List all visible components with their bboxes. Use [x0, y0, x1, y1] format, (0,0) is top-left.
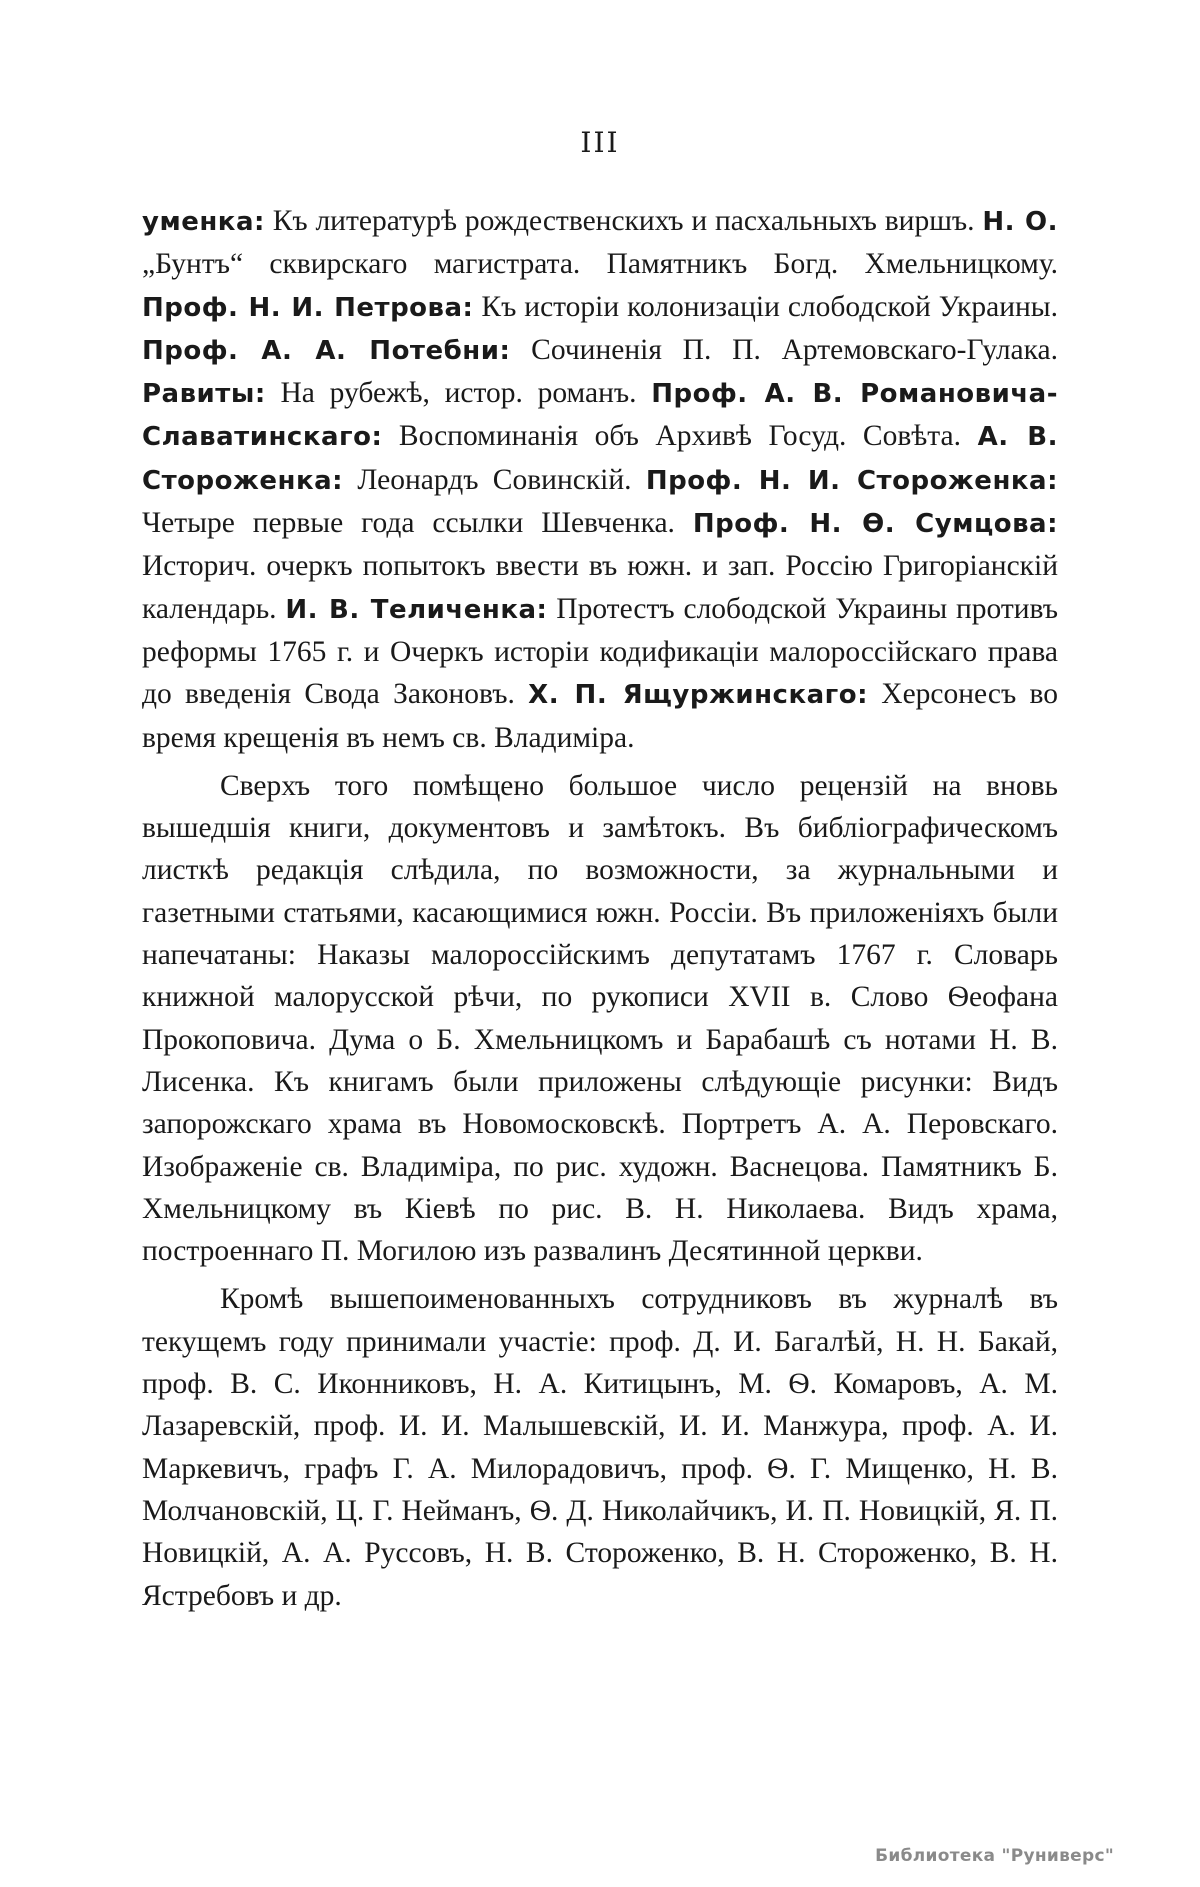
- article-title: На рубежѣ, истор. романъ.: [265, 377, 652, 410]
- article-title: Историч. очеркъ попытокъ ввести въ южн. и зап. Россію Григоріанскій календарь.: [142, 550, 1058, 625]
- author-name: Проф. А. А. Потебни:: [142, 335, 511, 366]
- author-name: Проф. А. В. Романовича-Славатинскаго:: [142, 379, 1059, 453]
- author-name: Проф. Н. Ѳ. Сумцова:: [692, 509, 1058, 540]
- author-name: А. В. Стороженка:: [142, 422, 1058, 496]
- author-name: И. В. Теличенка:: [285, 594, 548, 625]
- article-title: Къ исторіи колонизаціи слободской Украины.: [473, 290, 1058, 323]
- library-watermark: Библиотека "Руниверс": [875, 1846, 1114, 1866]
- author-name: Равиты:: [142, 379, 266, 410]
- paragraph-other-contributors: Кромѣ вышепоименованныхъ сотрудниковъ въ журналѣ въ текущемъ году принимали участіе: проф. Д. И. Багалѣй, Н. Н. Бакай, проф. В. С. Иконниковъ, Н. А. Китицынъ, М. Ѳ. Комаровъ, А. М. Лазаревскій, проф. И. И. Малышевскій, И. И. Манжура, проф. А. И. Маркевичъ, графъ Г. А. Милорадовичъ, проф. Ѳ. Г. Мищенко, Н. В. Молчановскій, Ц. Г. Нейманъ, Ѳ. Д. Николайчикъ, И. П. Новицкій, Я. П. Новицкій, А. А. Руссовъ, Н. В. Стороженко, В. Н. Стороженко, В. Н. Ястребовъ и др.: [142, 1283, 1058, 1612]
- article-title: Леонардъ Совинскій.: [343, 463, 646, 496]
- author-name: Проф. Н. И. Стороженка:: [645, 465, 1058, 496]
- article-title: Херсонесъ во время крещенія въ немъ св. Владиміра.: [142, 678, 1058, 754]
- page-number: III: [580, 126, 620, 159]
- author-name: Х. П. Ящуржинскаго:: [528, 680, 868, 711]
- article-title: „Бунтъ“ сквирскаго магистрата. Памятникъ Богд. Хмельницкому.: [142, 248, 1058, 281]
- body-text: [142, 200, 1058, 1617]
- author-name: Проф. Н. И. Петрова:: [142, 292, 474, 323]
- article-title: Четыре первые года ссылки Шевченка.: [142, 507, 693, 540]
- author-name: уменка:: [142, 207, 265, 237]
- article-title: Сочиненія П. П. Артемовскаго-Гулака.: [510, 333, 1059, 366]
- paragraph-reviews-appendices: Сверхъ того помѣщено большое число рецензій на вновь вышедшія книги, документовъ и замѣтокъ. Въ библіографическомъ листкѣ редакція слѣдила, по возможности, за журнальными и газетными статьями, касающимися южн. Россіи. Въ приложеніяхъ были напечатаны: Наказы малороссійскимъ депутатамъ 1767 г. Словарь книжной малорусской рѣчи, по рукописи XVII в. Слово Ѳеофана Прокоповича. Дума о Б. Хмельницкомъ и Барабашѣ съ нотами Н. В. Лисенка. Къ книгамъ были приложены слѣдующіе рисунки: Видъ запорожскаго храма въ Новомосковскѣ. Портретъ А. А. Перовскаго. Изображеніе св. Владиміра, по рис. художн. Васнецова. Памятникъ Б. Хмельницкому въ Кіевѣ по рис. В. Н. Николаева. Видъ храма, построеннаго П. Могилою изъ развалинъ Десятинной церкви.: [142, 769, 1058, 1268]
- article-title: Къ литературѣ рождественскихъ и пасхальныхъ виршъ.: [264, 205, 983, 237]
- article-title: Воспоминанія объ Архивѣ Госуд. Совѣта.: [382, 420, 978, 453]
- paragraph-contributors-articles: [142, 200, 1058, 759]
- author-name: Н. О.: [982, 207, 1058, 237]
- article-title: Протестъ слободской Украины противъ реформы 1765 г. и Очеркъ исторіи кодификаціи малороссійскаго права до введенія Свода Законовъ.: [142, 592, 1059, 711]
